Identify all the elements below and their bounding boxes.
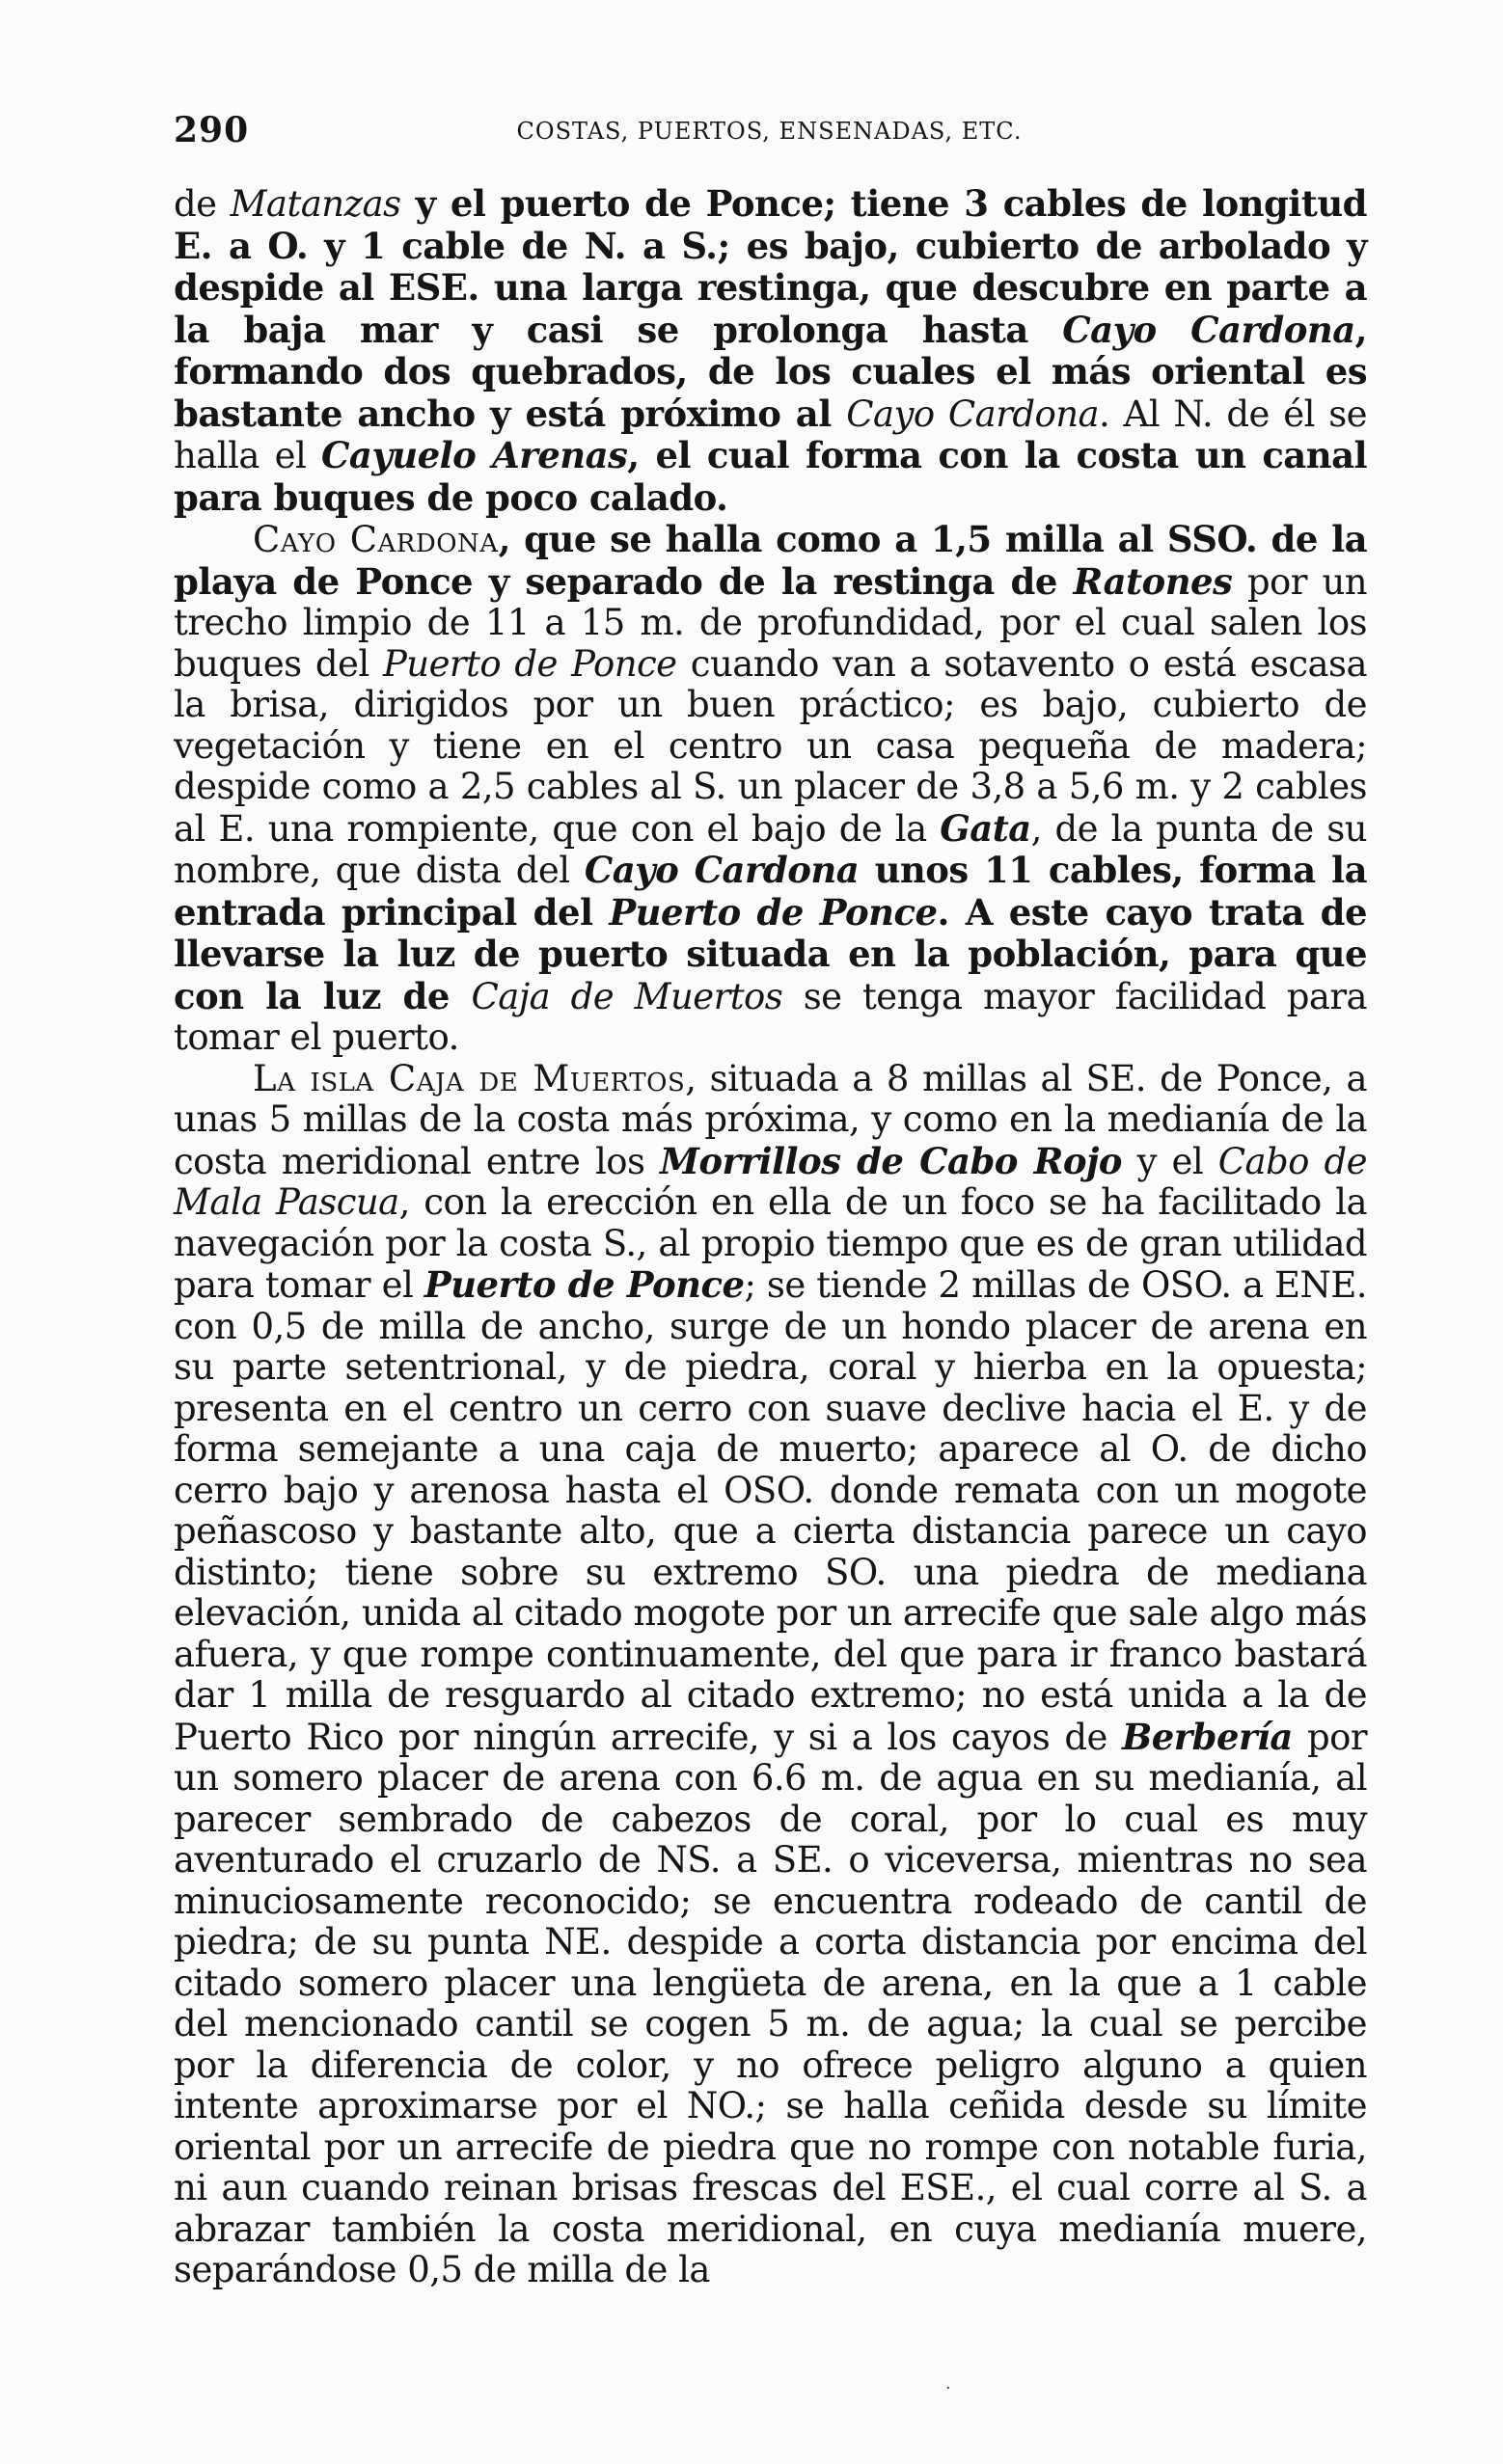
place-name: Gata [940, 806, 1031, 850]
page-number: 290 [174, 110, 250, 150]
page-body [174, 183, 1367, 2291]
paragraph-2: Cayo Cardona, que se halla como a 1,5 milla al SSO. de la playa de Ponce y separado de la restinga de Ratones por un trecho limpio de 11 a 15 m. de profundidad, por el cual salen los buques del Puerto de Ponce cuando van a sotavento o está escasa la brisa, dirigidos por un buen práctico; es bajo, cubierto de vegetación y tiene en el centro un casa pequeña de madera; despide como a 2,5 cables al S. un placer de 3,8 a 5,6 m. y 2 cables al E. una rompiente, que con el bajo de la Gata, de la punta de su nombre, que dista del Cayo Cardona unos 11 cables, forma la entrada principal del Puerto de Ponce. A este cayo trata de llevarse la luz de puerto situada en la población, para que con la luz de Caja de Muertos se tenga mayor facilidad para tomar el puerto. [174, 518, 1368, 1058]
page-smudge-icon: · [945, 2378, 951, 2398]
place-name: Cayo Cardona [1062, 308, 1355, 351]
place-name: Cayuelo Arenas [321, 434, 628, 476]
place-name: Cabo de Mala Pascua [174, 1140, 1368, 1223]
section-heading: Cayo Cardona [253, 519, 499, 560]
place-name: Caja de Muertos [471, 975, 783, 1017]
place-name: Matanzas [230, 183, 401, 225]
place-name: Morrillos de Cabo Rojo [660, 1139, 1122, 1182]
paragraph-1: de Matanzas y el puerto de Ponce; tiene 3 cables de longitud E. a O. y 1 cable de N. a S.; es bajo, cubierto de arbolado y despide al ESE. una larga restinga, que descubre en parte a la baja mar y casi se prolonga hasta Cayo Cardona, formando dos quebrados, de los cuales el más oriental es bastante ancho y está próximo al Cayo Cardona. Al N. de él se halla el Cayuelo Arenas, el cual forma con la costa un canal para buques de poco calado. [174, 182, 1367, 519]
place-name: Ratones [1073, 559, 1233, 603]
place-name: Berbería [1121, 1715, 1293, 1758]
section-heading: La isla Caja de Muertos [253, 1057, 686, 1099]
place-name: Puerto de Ponce [424, 1263, 745, 1306]
paragraph-3: La isla Caja de Muertos, situada a 8 millas al SE. de Ponce, a unas 5 millas de la costa más próxima, y como en la medianía de la costa meridional entre los Morrillos de Cabo Rojo y el Cabo de Mala Pascua, con la erección en ella de un foco se ha facilitado la navegación por la costa S., al propio tiempo que es de gran utilidad para tomar el Puerto de Ponce; se tiende 2 millas de OSO. a ENE. con 0,5 de milla de ancho, surge de un hondo placer de arena en su parte setentrional, y de piedra, coral y hierba en la opuesta; presenta en el centro un cerro con suave declive hacia el E. y de forma semejante a una caja de muerto; aparece al O. de dicho cerro bajo y arenosa hasta el OSO. donde remata con un mogote peñascoso y bastante alto, que a cierta distancia parece un cayo distinto; tiene sobre su extremo SO. una piedra de mediana elevación, unida al citado mogote por un arrecife que sale algo más afuera, y que rompe continuamente, del que para ir franco bastará dar 1 milla de resguardo al citado extremo; no está unida a la de Puerto Rico por ningún arrecife, y si a los cayos de Berbería por un somero placer de arena con 6.6 m. de agua en su medianía, al parecer sembrado de cabezos de coral, por lo cual es muy aventurado el cruzarlo de NS. a SE. o viceversa, mientras no sea minuciosamente reconocido; se encuentra rodeado de cantil de piedra; de su punta NE. despide a corta distancia por encima del citado somero placer una lengüeta de arena, en la que a 1 cable del mencionado cantil se cogen 5 m. de agua; la cual se percibe por la diferencia de color, y no ofrece peligro alguno a quien intente aproximarse por el NO.; se halla ceñida desde su límite oriental por un arrecife de piedra que no rompe con notable furia, ni aun cuando reinan brisas frescas del ESE., el cual corre al S. a abrazar también la costa meridional, en cuya medianía muere, separándose 0,5 de milla de la [174, 1057, 1368, 2290]
place-name: Cayo Cardona [584, 849, 860, 891]
running-head: COSTAS, PUERTOS, ENSENADAS, ETC. [516, 118, 1023, 145]
place-name: Cayo Cardona [846, 393, 1099, 435]
place-name: Puerto de Ponce [382, 642, 677, 685]
place-name: Puerto de Ponce [609, 890, 938, 934]
page-header [174, 104, 1365, 162]
